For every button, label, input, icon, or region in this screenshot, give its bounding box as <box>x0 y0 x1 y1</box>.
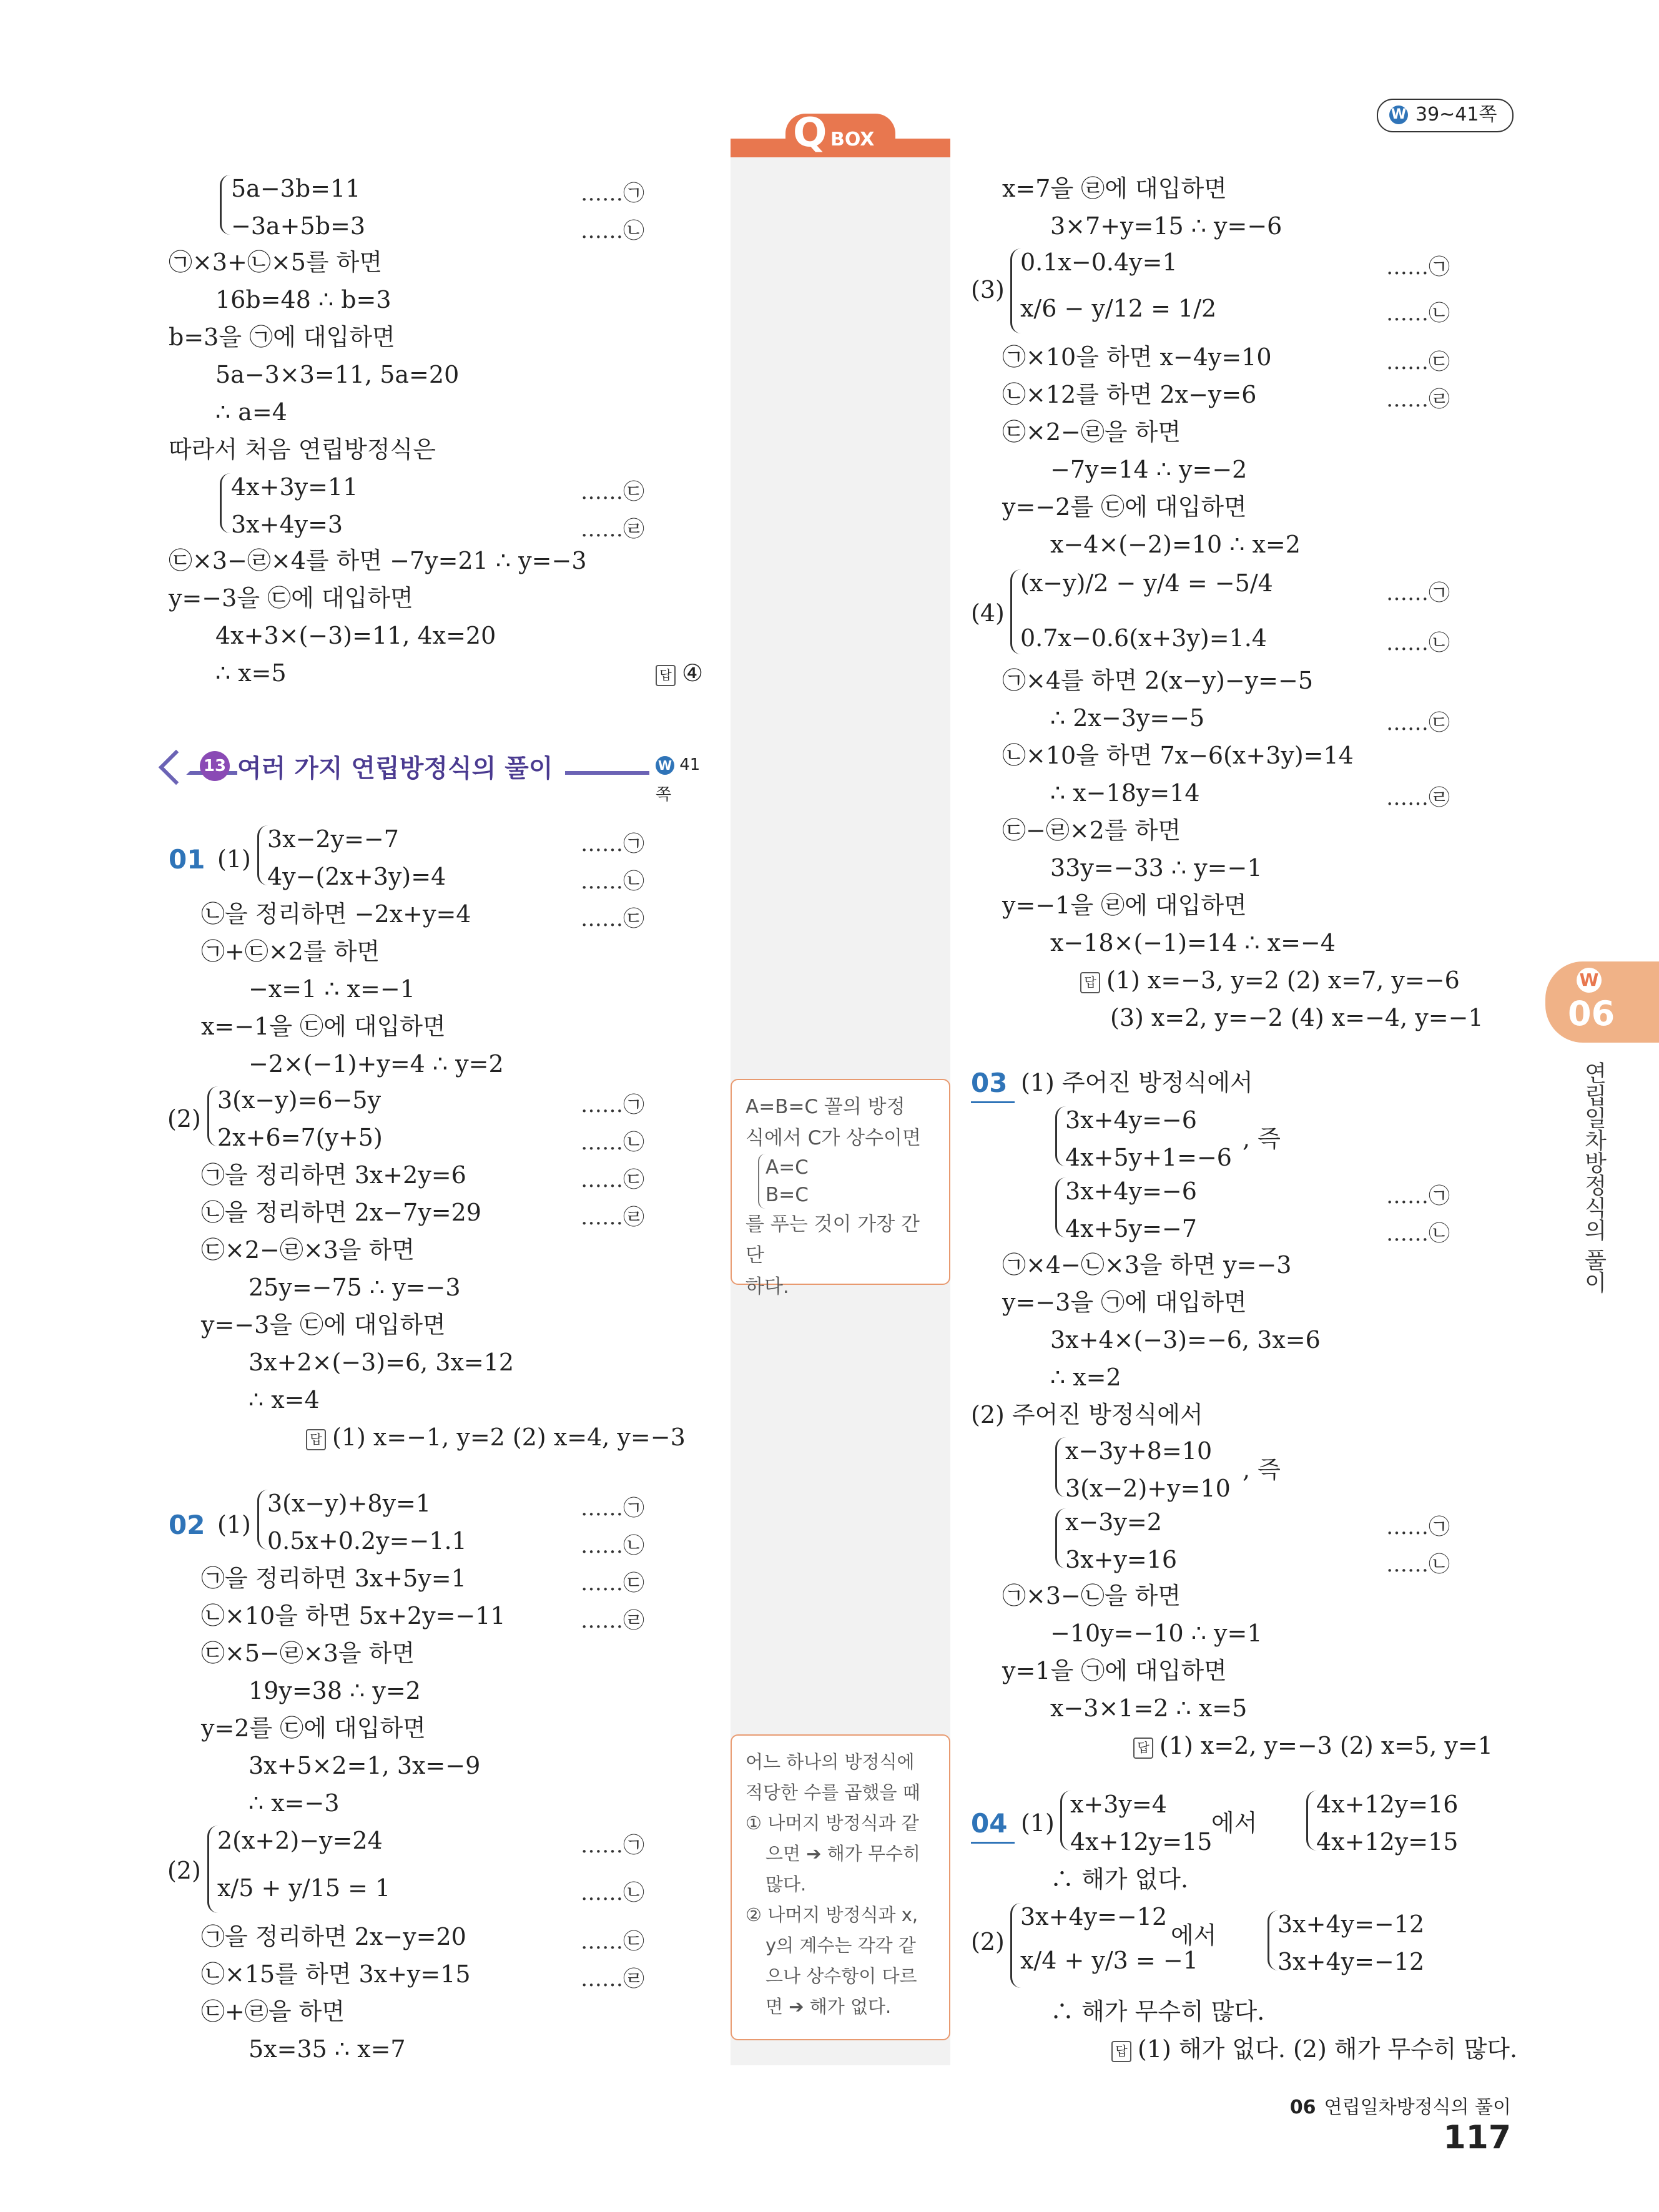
eq-tag: ……㉢ <box>1386 710 1450 735</box>
eq-tag: ……㉠ <box>1386 1184 1450 1209</box>
step: y=2를 ㉢에 대입하면 <box>201 1714 426 1742</box>
footer-title: 연립일차방정식의 풀이 <box>1324 2096 1511 2118</box>
eq: x/4 + y/3 = −1 <box>1020 1947 1198 1974</box>
section-page-ref: 41쪽 <box>656 755 701 804</box>
eq-tag: ……㉡ <box>581 1533 644 1558</box>
eq: 3x+y=16 <box>1065 1546 1178 1573</box>
eq: x/6 − y/12 = 1/2 <box>1020 295 1217 322</box>
step: ㉡×15를 하면 3x+y=15 <box>201 1960 471 1988</box>
step: x−18×(−1)=14 ∴ x=−4 <box>1050 929 1336 956</box>
chapter-side-tab <box>1545 961 1659 1043</box>
step: ∴ x=−3 <box>249 1789 340 1817</box>
eq: 4x+3y=11 <box>231 473 358 501</box>
qbox-q: Q <box>793 110 827 156</box>
eq: 5a−3b=11 <box>231 175 361 202</box>
step: ㉠을 정리하면 2x−y=20 <box>201 1923 466 1950</box>
answer-icon: 답 <box>656 665 676 686</box>
step: 따라서 처음 연립방정식은 <box>169 436 436 463</box>
brace <box>1060 1791 1071 1851</box>
step: y=−3을 ㉢에 대입하면 <box>169 584 413 612</box>
note-line: A=C <box>766 1156 809 1179</box>
section-header <box>169 746 707 804</box>
eq-tag: ……㉣ <box>1386 785 1450 810</box>
step: 16b=48 ∴ b=3 <box>215 286 391 313</box>
brace <box>257 1490 268 1550</box>
eq: 4x+12y=16 <box>1316 1791 1459 1818</box>
brace <box>1055 1106 1066 1166</box>
note-line: y의 계수는 각각 같 <box>766 1935 916 1956</box>
step: ㉢×3−㉣×4를 하면 −7y=21 ∴ y=−3 <box>169 547 587 574</box>
brace <box>257 825 268 885</box>
step: ∴ 해가 없다. <box>1050 1865 1189 1893</box>
step: y=−3을 ㉠에 대입하면 <box>1002 1289 1247 1316</box>
step: ㉠을 정리하면 3x+5y=1 <box>201 1565 466 1592</box>
step: 5x=35 ∴ x=7 <box>249 2035 406 2063</box>
qbox-header <box>731 110 950 162</box>
answer: 답 (1) x=2, y=−3 (2) x=5, y=1 <box>1133 1731 1493 1761</box>
eq-tag: ……㉣ <box>581 1967 644 1992</box>
brace <box>1010 248 1021 333</box>
note-line: ① 나머지 방정식과 같 <box>746 1812 919 1834</box>
step: 19y=38 ∴ y=2 <box>249 1677 421 1704</box>
step: b=3을 ㉠에 대입하면 <box>169 323 395 351</box>
section-number: 13 <box>200 751 230 781</box>
step: ㉡×12를 하면 2x−y=6 <box>1002 381 1257 408</box>
answer-icon: 답 <box>1133 1738 1153 1759</box>
step: ∴ x−18y=14 <box>1050 779 1200 807</box>
note-line: 면 ➔ 해가 없다. <box>766 1996 892 2017</box>
eq-tag: ……㉡ <box>1386 1552 1450 1577</box>
step: y=−1을 ㉣에 대입하면 <box>1002 892 1247 919</box>
step: −2×(−1)+y=4 ∴ y=2 <box>249 1050 504 1078</box>
eq: 4x+5y+1=−6 <box>1065 1144 1232 1171</box>
eq-tag: ……㉣ <box>581 517 644 542</box>
step: ㉢×2−㉣을 하면 <box>1002 418 1181 446</box>
eq: 3x+4y=−6 <box>1065 1177 1197 1205</box>
footer-chapter: 06 <box>1289 2096 1316 2118</box>
eq-tag: ……㉠ <box>581 181 644 206</box>
problem-number: 02 <box>169 1510 205 1540</box>
note-line: 식에서 C가 상수이면 <box>746 1127 921 1149</box>
brace <box>207 1086 218 1146</box>
step: x=−1을 ㉢에 대입하면 <box>201 1013 446 1040</box>
brace <box>1055 1508 1066 1568</box>
footer <box>1224 2092 1511 2156</box>
step: −x=1 ∴ x=−1 <box>249 975 415 1003</box>
step: ∴ x=5 <box>215 659 287 687</box>
sub-label: (2) <box>971 1928 1005 1955</box>
note-line: 으나 상수항이 다르 <box>766 1965 917 1987</box>
step: 5a−3×3=11, 5a=20 <box>215 361 460 388</box>
brace <box>1306 1791 1317 1851</box>
eq-tag: ……㉡ <box>1386 301 1450 326</box>
eq-tag: ……㉣ <box>1386 387 1450 412</box>
answer: 답 (1) x=−3, y=2 (2) x=7, y=−6 <box>1080 965 1460 995</box>
step: , 즉 <box>1243 1125 1281 1153</box>
step: ㉢×2−㉣×3을 하면 <box>201 1236 415 1264</box>
eq-tag: ……㉡ <box>581 1130 644 1155</box>
eq: 4x+12y=15 <box>1070 1828 1213 1856</box>
note-line: 하다. <box>746 1276 789 1298</box>
eq-tag: ……㉠ <box>581 1496 644 1521</box>
eq-tag: ……㉢ <box>581 1571 644 1596</box>
brace <box>207 1826 218 1913</box>
step: 33y=−33 ∴ y=−1 <box>1050 854 1263 882</box>
step: 에서 <box>1211 1809 1258 1837</box>
problem-number: 03 <box>971 1068 1008 1098</box>
answer-icon: 답 <box>1080 972 1100 993</box>
number-underline <box>971 1842 1015 1844</box>
brace <box>1010 1903 1021 1988</box>
eq: 3x+4y=−12 <box>1277 1910 1425 1938</box>
step: ㉠을 정리하면 3x+2y=6 <box>201 1161 466 1189</box>
eq: (x−y)/2 − y/4 = −5/4 <box>1020 569 1273 597</box>
step: ㉡을 정리하면 2x−7y=29 <box>201 1199 481 1226</box>
eq: −3a+5b=3 <box>231 212 366 240</box>
eq: 4x+5y=−7 <box>1065 1215 1197 1242</box>
eq-tag: ……㉢ <box>581 907 644 931</box>
eq-tag: ……㉠ <box>1386 1515 1450 1540</box>
eq-tag: ……㉡ <box>581 1880 644 1905</box>
eq: 0.7x−0.6(x+3y)=1.4 <box>1020 624 1267 652</box>
answer: 답 ④ <box>656 658 703 688</box>
step: ㉠×10을 하면 x−4y=10 <box>1002 343 1272 371</box>
eq-tag: ……㉡ <box>581 869 644 894</box>
step: x=7을 ㉣에 대입하면 <box>1002 175 1227 202</box>
step: 4x+3×(−3)=11, 4x=20 <box>215 622 496 649</box>
sub-label: (2) <box>167 1105 201 1133</box>
note-line: 많다. <box>766 1874 807 1895</box>
eq: 3(x−y)=6−5y <box>217 1086 382 1114</box>
w-circle-icon: W <box>656 756 674 775</box>
brace <box>220 473 230 533</box>
eq: 4x+12y=15 <box>1316 1828 1459 1856</box>
step: ∴ a=4 <box>215 398 287 426</box>
note-line: 어느 하나의 방정식에 <box>746 1751 915 1772</box>
eq-tag: ……㉠ <box>581 1833 644 1858</box>
problem-number: 04 <box>971 1808 1008 1839</box>
eq: 2x+6=7(y+5) <box>217 1124 383 1151</box>
problem-number: 01 <box>169 844 205 875</box>
page-number: 117 <box>1443 2119 1511 2156</box>
w-circle-icon: W <box>1577 968 1602 993</box>
step: 에서 <box>1171 1922 1217 1949</box>
eq-tag: ……㉡ <box>1386 1221 1450 1246</box>
sub-label: (1) <box>217 1511 251 1538</box>
page-ref-text: 39~41쪽 <box>1415 104 1497 125</box>
side-tab-text: 연립일차방정식의 풀이 <box>1581 1061 1607 1294</box>
step: 3x+5×2=1, 3x=−9 <box>249 1752 481 1779</box>
eq-tag: ……㉠ <box>1386 581 1450 606</box>
note-line: ② 나머지 방정식과 x, <box>746 1904 918 1925</box>
step: ∴ 2x−3y=−5 <box>1050 704 1205 732</box>
eq: x+3y=4 <box>1070 1791 1167 1818</box>
note-line: 적당한 수를 곱했을 때 <box>746 1782 920 1803</box>
answer: (3) x=2, y=−2 (4) x=−4, y=−1 <box>1110 1004 1484 1031</box>
eq: x−3y=2 <box>1065 1508 1162 1536</box>
qbox-note-2 <box>731 1734 950 2040</box>
answer: 답 (1) 해가 없다. (2) 해가 무수히 많다. <box>1111 2034 1517 2064</box>
step: x−3×1=2 ∴ x=5 <box>1050 1694 1248 1722</box>
eq: 3x+4y=−6 <box>1065 1106 1197 1134</box>
step: ㉢×5−㉣×3을 하면 <box>201 1639 415 1667</box>
eq-tag: ……㉡ <box>1386 631 1450 656</box>
eq: 3x+4y=−12 <box>1020 1903 1168 1930</box>
note-line: 으면 ➔ 해가 무수히 <box>766 1843 921 1864</box>
eq: 2(x+2)−y=24 <box>217 1827 383 1854</box>
step: ㉢+㉣을 하면 <box>201 1998 345 2025</box>
brace <box>1268 1910 1278 1970</box>
eq: 4y−(2x+3y)=4 <box>267 863 446 890</box>
qbox-label: BOX <box>830 129 875 150</box>
sub-label: (1) <box>217 845 251 873</box>
eq-tag: ……㉢ <box>581 1167 644 1192</box>
sub-label: (2) <box>167 1857 201 1884</box>
page-ref-badge <box>1377 99 1514 132</box>
step: 3×7+y=15 ∴ y=−6 <box>1050 212 1282 240</box>
qbox-note-1 <box>731 1079 950 1298</box>
step: x−4×(−2)=10 ∴ x=2 <box>1050 531 1301 558</box>
side-tab-number: 06 <box>1568 994 1615 1033</box>
sub-label: (1) <box>1021 1809 1055 1837</box>
eq: 3x−2y=−7 <box>267 825 399 853</box>
sub-label: (3) <box>971 276 1005 303</box>
step: , 즉 <box>1243 1456 1281 1483</box>
brace <box>1055 1437 1066 1497</box>
step: (1) 주어진 방정식에서 <box>1021 1069 1253 1096</box>
eq-tag: ……㉣ <box>581 1608 644 1633</box>
step: ㉠×4를 하면 2(x−y)−y=−5 <box>1002 667 1314 694</box>
w-circle-icon: W <box>1389 106 1408 124</box>
step: −10y=−10 ∴ y=1 <box>1050 1620 1263 1647</box>
step: 25y=−75 ∴ y=−3 <box>249 1274 461 1301</box>
eq: 3(x−y)+8y=1 <box>267 1490 431 1517</box>
eq: 3x+4y=3 <box>231 511 343 538</box>
step: ∴ x=4 <box>249 1386 320 1413</box>
section-title: 여러 가지 연립방정식의 풀이 <box>237 749 565 784</box>
step: ㉢−㉣×2를 하면 <box>1002 817 1181 844</box>
step: ㉡을 정리하면 −2x+y=4 <box>201 900 471 928</box>
answer-icon: 답 <box>1111 2041 1131 2062</box>
note-line: A=B=C 꼴의 방정 <box>746 1096 905 1118</box>
eq-tag: ……㉢ <box>1386 350 1450 375</box>
eq-tag: ……㉠ <box>1386 255 1450 280</box>
step: (2) 주어진 방정식에서 <box>971 1401 1203 1428</box>
brace <box>220 175 230 235</box>
eq-tag: ……㉡ <box>581 219 644 243</box>
eq-tag: ……㉠ <box>581 832 644 857</box>
step: ㉠×4−㉡×3을 하면 y=−3 <box>1002 1251 1292 1279</box>
eq: 0.1x−0.4y=1 <box>1020 248 1178 276</box>
note-line: B=C <box>766 1184 809 1206</box>
eq: 3(x−2)+y=10 <box>1065 1475 1231 1502</box>
note-line: 를 푸는 것이 가장 간단 <box>746 1213 920 1267</box>
step: ㉠+㉢×2를 하면 <box>201 938 380 965</box>
eq: 0.5x+0.2y=−1.1 <box>267 1527 467 1555</box>
step: ㉡×10을 하면 7x−6(x+3y)=14 <box>1002 742 1354 769</box>
eq-tag: ……㉠ <box>581 1093 644 1118</box>
answer: 답 (1) x=−1, y=2 (2) x=4, y=−3 <box>306 1422 686 1452</box>
step: ㉡×10을 하면 5x+2y=−11 <box>201 1602 506 1630</box>
brace <box>1055 1177 1066 1237</box>
step: ㉠×3−㉡을 하면 <box>1002 1582 1181 1610</box>
step: ∴ 해가 무수히 많다. <box>1050 1998 1265 2025</box>
step: y=1을 ㉠에 대입하면 <box>1002 1657 1227 1684</box>
number-underline <box>971 1101 1015 1103</box>
sub-label: (4) <box>971 599 1005 627</box>
eq-tag: ……㉢ <box>581 479 644 504</box>
step: ∴ x=2 <box>1050 1364 1121 1391</box>
step: 3x+4×(−3)=−6, 3x=6 <box>1050 1326 1321 1354</box>
step: −7y=14 ∴ y=−2 <box>1050 456 1248 483</box>
step: ㉠×3+㉡×5를 하면 <box>169 248 383 276</box>
step: y=−3을 ㉢에 대입하면 <box>201 1311 446 1339</box>
eq: x/5 + y/15 = 1 <box>217 1874 391 1902</box>
step: y=−2를 ㉢에 대입하면 <box>1002 493 1247 521</box>
answer-icon: 답 <box>306 1429 326 1450</box>
eq-tag: ……㉣ <box>581 1205 644 1230</box>
brace <box>1010 569 1021 654</box>
eq: x−3y+8=10 <box>1065 1437 1213 1465</box>
step: 3x+2×(−3)=6, 3x=12 <box>249 1349 514 1376</box>
eq: 3x+4y=−12 <box>1277 1948 1425 1975</box>
eq-tag: ……㉢ <box>581 1929 644 1954</box>
